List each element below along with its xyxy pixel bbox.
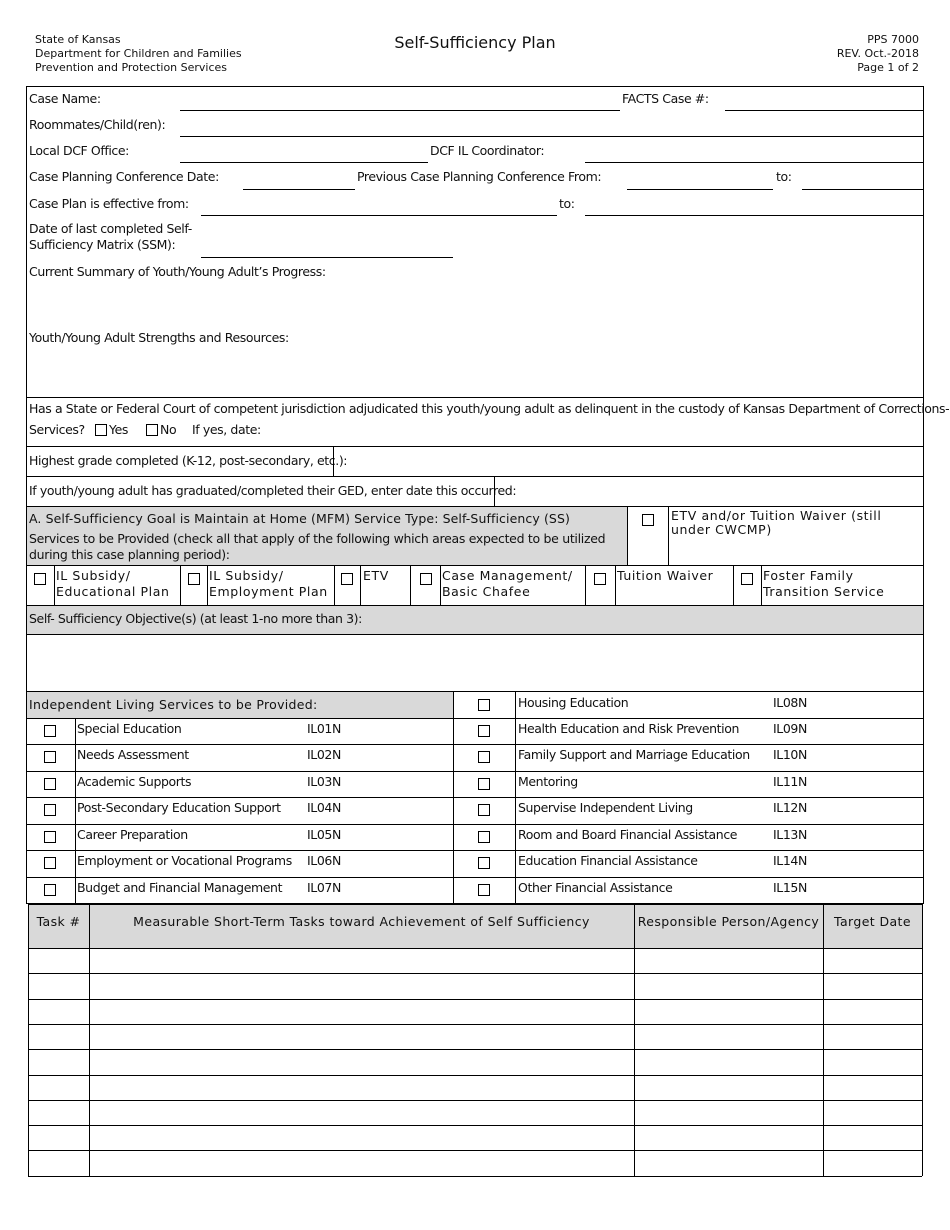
court-question: Has a State or Federal Court of competent jurisdiction adjudicated this youth/young adult as delinquent in the custody of Kansas Department of Corrections- bbox=[29, 401, 950, 416]
court-yes-checkbox[interactable] bbox=[95, 424, 107, 436]
il-service-code: IL01N bbox=[307, 721, 341, 736]
il-subsidy-educational-checkbox[interactable] bbox=[34, 573, 46, 585]
tasks-column-header: Responsible Person/Agency bbox=[637, 914, 820, 929]
divider bbox=[627, 507, 628, 565]
il-service-code: IL13N bbox=[773, 827, 807, 842]
tasks-table-cell[interactable] bbox=[90, 1151, 634, 1175]
effective-from-label: Case Plan is effective from: bbox=[29, 196, 189, 211]
prev-conference-to-label: to: bbox=[776, 169, 792, 184]
il-service-label: Special Education bbox=[77, 721, 182, 736]
service-option-label: Tuition Waiver bbox=[617, 568, 714, 583]
divider bbox=[26, 397, 924, 398]
case-name-label: Case Name: bbox=[29, 91, 101, 106]
court-if-yes-label: If yes, date: bbox=[192, 422, 261, 437]
tasks-table-cell[interactable] bbox=[90, 1101, 634, 1125]
strengths-label: Youth/Young Adult Strengths and Resources: bbox=[29, 330, 289, 345]
court-no-checkbox[interactable] bbox=[146, 424, 158, 436]
form-revision: REV. Oct.-2018 bbox=[836, 47, 919, 60]
il-service-code: IL02N bbox=[307, 747, 341, 762]
service-option-label: Case Management/ Basic Chafee bbox=[442, 568, 573, 599]
il-service-code: IL15N bbox=[773, 880, 807, 895]
progress-label: Current Summary of Youth/Young Adult’s Progress: bbox=[29, 264, 326, 279]
il-service-label: Post-Secondary Education Support bbox=[77, 800, 281, 815]
tasks-table-cell[interactable] bbox=[824, 1076, 922, 1100]
tasks-table-cell[interactable] bbox=[824, 1050, 922, 1074]
tasks-column-header: Measurable Short-Term Tasks toward Achievement of Self Sufficiency bbox=[133, 914, 590, 929]
court-yes-label: Yes bbox=[109, 422, 128, 437]
tasks-column-header: Task # bbox=[36, 914, 81, 929]
tasks-table-cell[interactable] bbox=[824, 949, 922, 973]
il-service-label: Room and Board Financial Assistance bbox=[518, 827, 738, 842]
il-subsidy-employment-checkbox[interactable] bbox=[188, 573, 200, 585]
tasks-table-cell[interactable] bbox=[824, 1000, 922, 1024]
goal-services-instructions: Services to be Provided (check all that apply of the following which areas expected to be utilized during this case planning period): bbox=[29, 531, 606, 562]
il-service-code: IL07N bbox=[307, 880, 341, 895]
ged-date-label: If youth/young adult has graduated/completed their GED, enter date this occurred: bbox=[29, 483, 517, 498]
il-service-checkbox[interactable] bbox=[44, 884, 56, 896]
il-service-code: IL08N bbox=[773, 695, 807, 710]
divider bbox=[26, 744, 924, 745]
facts-case-label: FACTS Case #: bbox=[622, 91, 709, 106]
tasks-table-cell[interactable] bbox=[635, 1050, 823, 1074]
divider bbox=[26, 771, 924, 772]
effective-to-field[interactable] bbox=[585, 215, 923, 216]
il-service-label: Academic Supports bbox=[77, 774, 192, 789]
il-service-checkbox[interactable] bbox=[44, 725, 56, 737]
divider bbox=[26, 565, 924, 566]
etv-checkbox[interactable] bbox=[341, 573, 353, 585]
tasks-table-cell[interactable] bbox=[29, 949, 89, 973]
tasks-table-cell[interactable] bbox=[90, 1025, 634, 1049]
conference-date-label: Case Planning Conference Date: bbox=[29, 169, 219, 184]
foster-family-transition-checkbox[interactable] bbox=[741, 573, 753, 585]
service-option-label: Foster Family Transition Service bbox=[763, 568, 885, 599]
divider bbox=[440, 566, 441, 605]
divider bbox=[28, 1176, 922, 1177]
form-number: PPS 7000 bbox=[867, 33, 919, 46]
divider bbox=[360, 566, 361, 605]
form-id-block bbox=[837, 33, 919, 75]
il-service-code: IL03N bbox=[307, 774, 341, 789]
service-option-label: IL Subsidy/ Educational Plan bbox=[56, 568, 170, 599]
il-services-heading: Independent Living Services to be Provided: bbox=[29, 697, 318, 712]
tasks-table-cell[interactable] bbox=[824, 974, 922, 998]
il-service-checkbox[interactable] bbox=[478, 778, 490, 790]
tasks-table-cell[interactable] bbox=[635, 1076, 823, 1100]
tasks-table-cell[interactable] bbox=[635, 1000, 823, 1024]
roommates-label: Roommates/Child(ren): bbox=[29, 117, 166, 132]
service-option-label: IL Subsidy/ Employment Plan bbox=[209, 568, 328, 599]
goal-heading: A. Self-Sufficiency Goal is Maintain at Home (MFM) Service Type: Self-Sufficiency (SS) bbox=[29, 511, 570, 526]
il-service-checkbox[interactable] bbox=[478, 857, 490, 869]
tasks-table-cell[interactable] bbox=[635, 974, 823, 998]
ssm-date-field[interactable] bbox=[201, 257, 453, 258]
tasks-table-cell[interactable] bbox=[29, 1025, 89, 1049]
il-service-checkbox[interactable] bbox=[478, 884, 490, 896]
facts-case-field[interactable] bbox=[725, 110, 923, 111]
divider bbox=[26, 824, 924, 825]
tasks-table-cell[interactable] bbox=[90, 1076, 634, 1100]
il-service-code: IL10N bbox=[773, 747, 807, 762]
court-no-label: No bbox=[160, 422, 177, 437]
service-option-label: ETV bbox=[363, 568, 389, 583]
tasks-table-cell[interactable] bbox=[90, 1126, 634, 1150]
il-service-code: IL04N bbox=[307, 800, 341, 815]
ssm-label-line2: Sufficiency Matrix (SSM): bbox=[29, 237, 176, 252]
tasks-column-header: Target Date bbox=[834, 914, 911, 929]
tasks-table-cell[interactable] bbox=[635, 1126, 823, 1150]
tasks-table-cell[interactable] bbox=[635, 1151, 823, 1175]
effective-from-field[interactable] bbox=[201, 215, 557, 216]
agency-line: State of Kansas bbox=[35, 33, 121, 46]
conference-date-field[interactable] bbox=[243, 189, 355, 190]
il-service-checkbox[interactable] bbox=[44, 831, 56, 843]
divider bbox=[26, 797, 924, 798]
etv-waiver-checkbox[interactable] bbox=[642, 514, 654, 526]
divider bbox=[207, 566, 208, 605]
il-service-label: Health Education and Risk Prevention bbox=[518, 721, 740, 736]
tasks-table-cell[interactable] bbox=[635, 1101, 823, 1125]
ssm-label-line1: Date of last completed Self- bbox=[29, 221, 192, 236]
divider bbox=[26, 718, 924, 719]
objectives-field[interactable] bbox=[27, 635, 923, 690]
tasks-table-cell[interactable] bbox=[29, 1126, 89, 1150]
il-service-label: Housing Education bbox=[518, 695, 629, 710]
tasks-table-cell[interactable] bbox=[90, 1050, 634, 1074]
local-office-field[interactable] bbox=[180, 162, 428, 163]
il-service-code: IL05N bbox=[307, 827, 341, 842]
il-service-checkbox[interactable] bbox=[44, 804, 56, 816]
tasks-table-cell[interactable] bbox=[29, 1050, 89, 1074]
il-service-code: IL14N bbox=[773, 853, 807, 868]
tasks-table-cell[interactable] bbox=[824, 1025, 922, 1049]
etv-waiver-label: ETV and/or Tuition Waiver (still under CWCMP) bbox=[671, 508, 882, 537]
divider bbox=[28, 904, 922, 905]
il-service-label: Budget and Financial Management bbox=[77, 880, 283, 895]
prev-conference-label: Previous Case Planning Conference From: bbox=[357, 169, 602, 184]
divider bbox=[26, 850, 924, 851]
highest-grade-label: Highest grade completed (K-12, post-secondary, etc.): bbox=[29, 453, 348, 468]
il-service-checkbox[interactable] bbox=[478, 751, 490, 763]
il-service-code: IL09N bbox=[773, 721, 807, 736]
il-service-label: Supervise Independent Living bbox=[518, 800, 693, 815]
page-number: Page 1 of 2 bbox=[857, 61, 919, 74]
il-service-label: Education Financial Assistance bbox=[518, 853, 698, 868]
tasks-table-cell[interactable] bbox=[635, 1025, 823, 1049]
effective-to-label: to: bbox=[559, 196, 575, 211]
il-service-label: Family Support and Marriage Education bbox=[518, 747, 750, 762]
agency-line: Department for Children and Families bbox=[35, 47, 242, 60]
il-service-label: Needs Assessment bbox=[77, 747, 189, 762]
il-service-label: Employment or Vocational Programs bbox=[77, 853, 292, 868]
agency-line: Prevention and Protection Services bbox=[35, 61, 228, 74]
divider bbox=[54, 566, 55, 605]
divider bbox=[585, 566, 586, 605]
tasks-table-cell[interactable] bbox=[824, 1151, 922, 1175]
divider bbox=[334, 566, 335, 605]
divider bbox=[668, 507, 669, 565]
case-management-checkbox[interactable] bbox=[420, 573, 432, 585]
prev-conference-to-field[interactable] bbox=[802, 189, 923, 190]
tasks-table-cell[interactable] bbox=[635, 949, 823, 973]
divider bbox=[410, 566, 411, 605]
il-service-checkbox[interactable] bbox=[44, 751, 56, 763]
il-service-checkbox[interactable] bbox=[44, 778, 56, 790]
il-service-label: Other Financial Assistance bbox=[518, 880, 673, 895]
divider bbox=[615, 566, 616, 605]
divider bbox=[26, 877, 924, 878]
tasks-table-cell[interactable] bbox=[90, 1000, 634, 1024]
il-service-code: IL12N bbox=[773, 800, 807, 815]
il-coordinator-field[interactable] bbox=[585, 162, 923, 163]
tasks-table-cell[interactable] bbox=[29, 1076, 89, 1100]
il-coordinator-label: DCF IL Coordinator: bbox=[430, 143, 545, 158]
tasks-table-cell[interactable] bbox=[29, 974, 89, 998]
case-name-field[interactable] bbox=[180, 110, 620, 111]
objectives-label: Self- Sufficiency Objective(s) (at least 1-no more than 3): bbox=[29, 611, 362, 626]
il-service-code: IL06N bbox=[307, 853, 341, 868]
il-service-checkbox[interactable] bbox=[478, 831, 490, 843]
page-title: Self-Sufficiency Plan bbox=[394, 33, 556, 52]
il-service-label: Mentoring bbox=[518, 774, 578, 789]
local-office-label: Local DCF Office: bbox=[29, 143, 129, 158]
tasks-table-cell[interactable] bbox=[29, 1151, 89, 1175]
tasks-table-cell[interactable] bbox=[824, 1126, 922, 1150]
tasks-table-cell[interactable] bbox=[824, 1101, 922, 1125]
court-services-label: Services? bbox=[29, 422, 85, 437]
divider bbox=[922, 904, 923, 1176]
divider bbox=[180, 566, 181, 605]
tasks-table-cell[interactable] bbox=[90, 949, 634, 973]
divider bbox=[733, 566, 734, 605]
tasks-table-cell[interactable] bbox=[29, 1000, 89, 1024]
il-service-label: Career Preparation bbox=[77, 827, 188, 842]
tasks-table-cell[interactable] bbox=[29, 1101, 89, 1125]
il-service-checkbox[interactable] bbox=[44, 857, 56, 869]
il-service-code: IL11N bbox=[773, 774, 807, 789]
highest-grade-field[interactable] bbox=[334, 447, 923, 476]
il-service-checkbox[interactable] bbox=[478, 725, 490, 737]
prev-conference-from-field[interactable] bbox=[627, 189, 773, 190]
divider bbox=[761, 566, 762, 605]
tasks-table-cell[interactable] bbox=[90, 974, 634, 998]
il-service-checkbox[interactable] bbox=[478, 699, 490, 711]
il-service-checkbox[interactable] bbox=[478, 804, 490, 816]
ged-date-field[interactable] bbox=[495, 477, 923, 506]
roommates-field[interactable] bbox=[180, 136, 923, 137]
tuition-waiver-checkbox[interactable] bbox=[594, 573, 606, 585]
